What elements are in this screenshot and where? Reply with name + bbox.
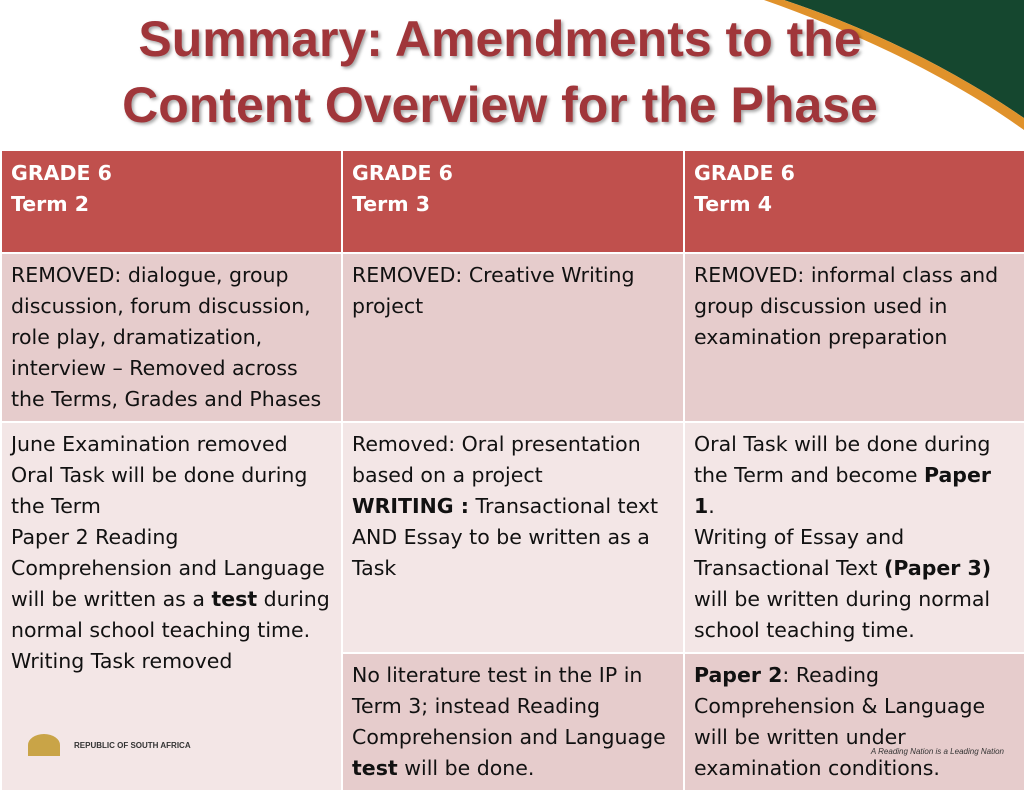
cell-text-part: Oral Task will be done during the Term and become [694,432,991,487]
cell-text-part: will be done. [397,756,535,780]
cell-text: Removed: Oral presentation based on a project [352,432,641,487]
header-grade: GRADE 6 [11,161,112,185]
header-term: Term 2 [11,192,90,216]
cell-text-part: . [708,494,715,518]
table-cell: REMOVED: Creative Writing project [342,253,684,422]
table-row [1,422,1024,653]
title-line-1: Summary: Amendments to the [138,11,862,67]
header-term: Term 3 [352,192,431,216]
cell-text-bold: (Paper 3) [884,556,992,580]
cell-text [352,491,674,584]
cell-text [11,522,332,646]
header-grade: GRADE 6 [352,161,453,185]
cell-text-bold: test [211,587,258,611]
amendments-table [0,149,1024,792]
cell-text-bold: Paper 2 [694,663,783,687]
header-grade: GRADE 6 [694,161,795,185]
table-cell [684,653,1024,791]
coat-of-arms-logo [28,734,60,756]
table-cell: REMOVED: informal class and group discussion used in examination preparation [684,253,1024,422]
table-row [1,253,1024,422]
table-header-row [1,150,1024,253]
cell-text-part: No literature test in the IP in Term 3; instead Reading Comprehension and Language [352,663,666,749]
table-cell: REMOVED: dialogue, group discussion, forum discussion, role play, dramatization, interview – Removed across the Terms, Grades and Phases [1,253,342,422]
header-term-3 [342,150,684,253]
table-cell [342,653,684,791]
cell-text-part: : Reading Comprehension & Language will be written under examination conditions. [694,663,986,780]
header-term-4 [684,150,1024,253]
cell-text-bold: WRITING : [352,494,469,518]
cell-text-part: will be written during normal school teaching time. [694,587,991,642]
cell-text-part: Paper 2 Reading Comprehension and Language will be written as a [11,525,325,611]
cell-text: June Examination removed [11,432,288,456]
cell-text-part: Writing of Essay and Transactional Text [694,525,905,580]
header-term-2 [1,150,342,253]
cell-text: Writing Task removed [11,649,233,673]
cell-text-part: during normal school teaching time. [11,587,330,642]
cell-text-bold: test [352,756,398,780]
cell-text-part: Transactional text AND Essay to be written as a Task [352,494,658,580]
footer-slogan: A Reading Nation is a Leading Nation [870,747,1004,756]
header-term: Term 4 [694,192,773,216]
table-cell [684,422,1024,653]
cell-text [694,522,1015,646]
table-cell [342,422,684,653]
cell-text: Oral Task will be done during the Term [11,463,308,518]
title-line-2: Content Overview for the Phase [122,77,878,133]
cell-text-bold: Paper 1 [694,463,991,518]
footer-republic-label: REPUBLIC OF SOUTH AFRICA [74,741,191,750]
cell-text [694,429,1015,522]
slide-title [0,6,1000,138]
